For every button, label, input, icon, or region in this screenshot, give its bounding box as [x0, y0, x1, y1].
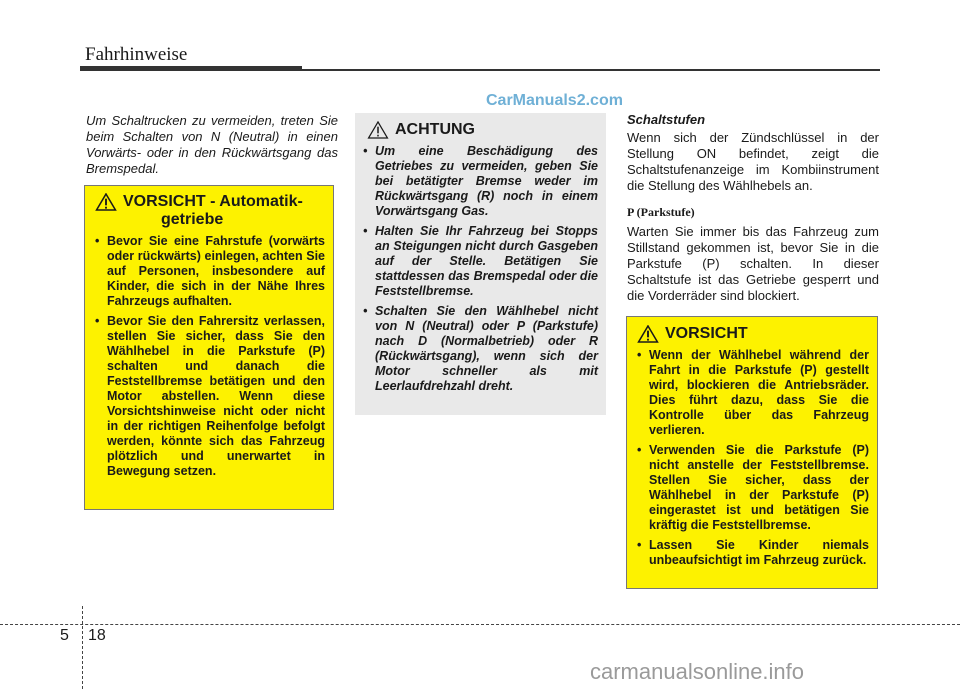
- caution-title: VORSICHT: [665, 325, 748, 342]
- caution-list: [95, 234, 325, 479]
- right-column-text: [627, 112, 879, 304]
- sub-heading: P (Parkstufe): [627, 205, 695, 219]
- achtung-box: [355, 113, 606, 415]
- caution-box-header: [637, 325, 869, 343]
- list-item: • Bevor Sie eine Fahrstufe (vorwärts oder rückwärts) einlegen, achten Sie auf Personen, insbesondere auf Kinder, die sich in der Nähe Ihres Fahrzeugs aufhalten.: [95, 234, 325, 309]
- warning-triangle-icon: [367, 121, 389, 139]
- footer-divider: [0, 624, 960, 625]
- section-title: Schaltstufen: [627, 112, 706, 127]
- header-rule-thick: [80, 66, 302, 71]
- caution-box-header: [95, 193, 325, 211]
- chapter-number: 5: [60, 627, 69, 644]
- footer-vertical-divider: [82, 606, 83, 689]
- caution-box-automatic: [84, 185, 334, 510]
- list-item: • Verwenden Sie die Parkstufe (P) nicht anstelle der Feststellbremse. Stellen Sie sicher, dass der Wählhebel in der Parkstufe (P) eingerastet ist und betätigen Sie kräftig die Feststellbremse.: [637, 443, 869, 533]
- warning-triangle-icon: [95, 193, 117, 211]
- intro-paragraph: Um Schaltrucken zu vermeiden, treten Sie beim Schalten von N (Neutral) in einen Vorwärts- oder in den Rückwärtsgang das Bremspedal.: [86, 113, 338, 176]
- list-item: • Um eine Beschädigung des Getriebes zu vermeiden, geben Sie bei betätigter Bremse weder im Rückwärtsgang (R) noch in einem Vorwärtsgang Gas.: [363, 144, 598, 219]
- section-paragraph: Wenn sich der Zündschlüssel in der Stellung ON befindet, zeigt die Schaltstufenanzeige im Kombiinstrument die Stellung des Wählhebels an.: [627, 130, 879, 193]
- page-number: 18: [88, 627, 106, 644]
- caution-title-continued: getriebe: [161, 211, 224, 228]
- list-item: • Lassen Sie Kinder niemals unbeaufsichtigt im Fahrzeug zurück.: [637, 538, 869, 568]
- watermark-bottom: carmanualsonline.info: [590, 659, 805, 684]
- achtung-title: ACHTUNG: [395, 121, 475, 138]
- page-header-title: Fahrhinweise: [85, 44, 188, 65]
- caution-title: VORSICHT - Automatik-: [123, 193, 303, 210]
- warning-triangle-icon: [637, 325, 659, 343]
- sub-paragraph: Warten Sie immer bis das Fahrzeug zum Stillstand gekommen ist, bevor Sie in die Parkstufe (P) schalten. In dieser Schaltstufe ist das Getriebe gesperrt und die Vorderräder sind blockiert.: [627, 224, 879, 303]
- caution-list: [637, 348, 869, 568]
- list-item: • Schalten Sie den Wählhebel nicht von N (Neutral) oder P (Parkstufe) nach D (Normalbetrieb) oder R (Rückwärtsgang), wenn sich der Motor schneller als mit Leerlaufdrehzahl dreht.: [363, 304, 598, 394]
- achtung-list: [363, 144, 598, 394]
- watermark-top: CarManuals2.com: [486, 92, 623, 109]
- list-item: • Halten Sie Ihr Fahrzeug bei Stopps an Steigungen nicht durch Gasgeben auf der Stelle. Betätigen Sie stattdessen das Bremspedal oder die Feststellbremse.: [363, 224, 598, 299]
- header-rule-thin: [302, 69, 880, 71]
- achtung-box-header: [363, 121, 598, 139]
- list-item: • Bevor Sie den Fahrersitz verlassen, stellen Sie sicher, dass Sie den Wählhebel in die Parkstufe (P) schalten und danach die Feststellbremse betätigen und den Motor abstellen. Wenn diese Vorsichtshinweise nicht oder nicht in der richtigen Reihenfolge befolgt werden, könnte sich das Fahrzeug plötzlich und unerwartet in Bewegung setzen.: [95, 314, 325, 479]
- list-item: • Wenn der Wählhebel während der Fahrt in die Parkstufe (P) gestellt wird, blockieren die Antriebsräder. Dies führt dazu, dass Sie die Kontrolle über das Fahrzeug verlieren.: [637, 348, 869, 438]
- caution-box-parking: [626, 316, 878, 589]
